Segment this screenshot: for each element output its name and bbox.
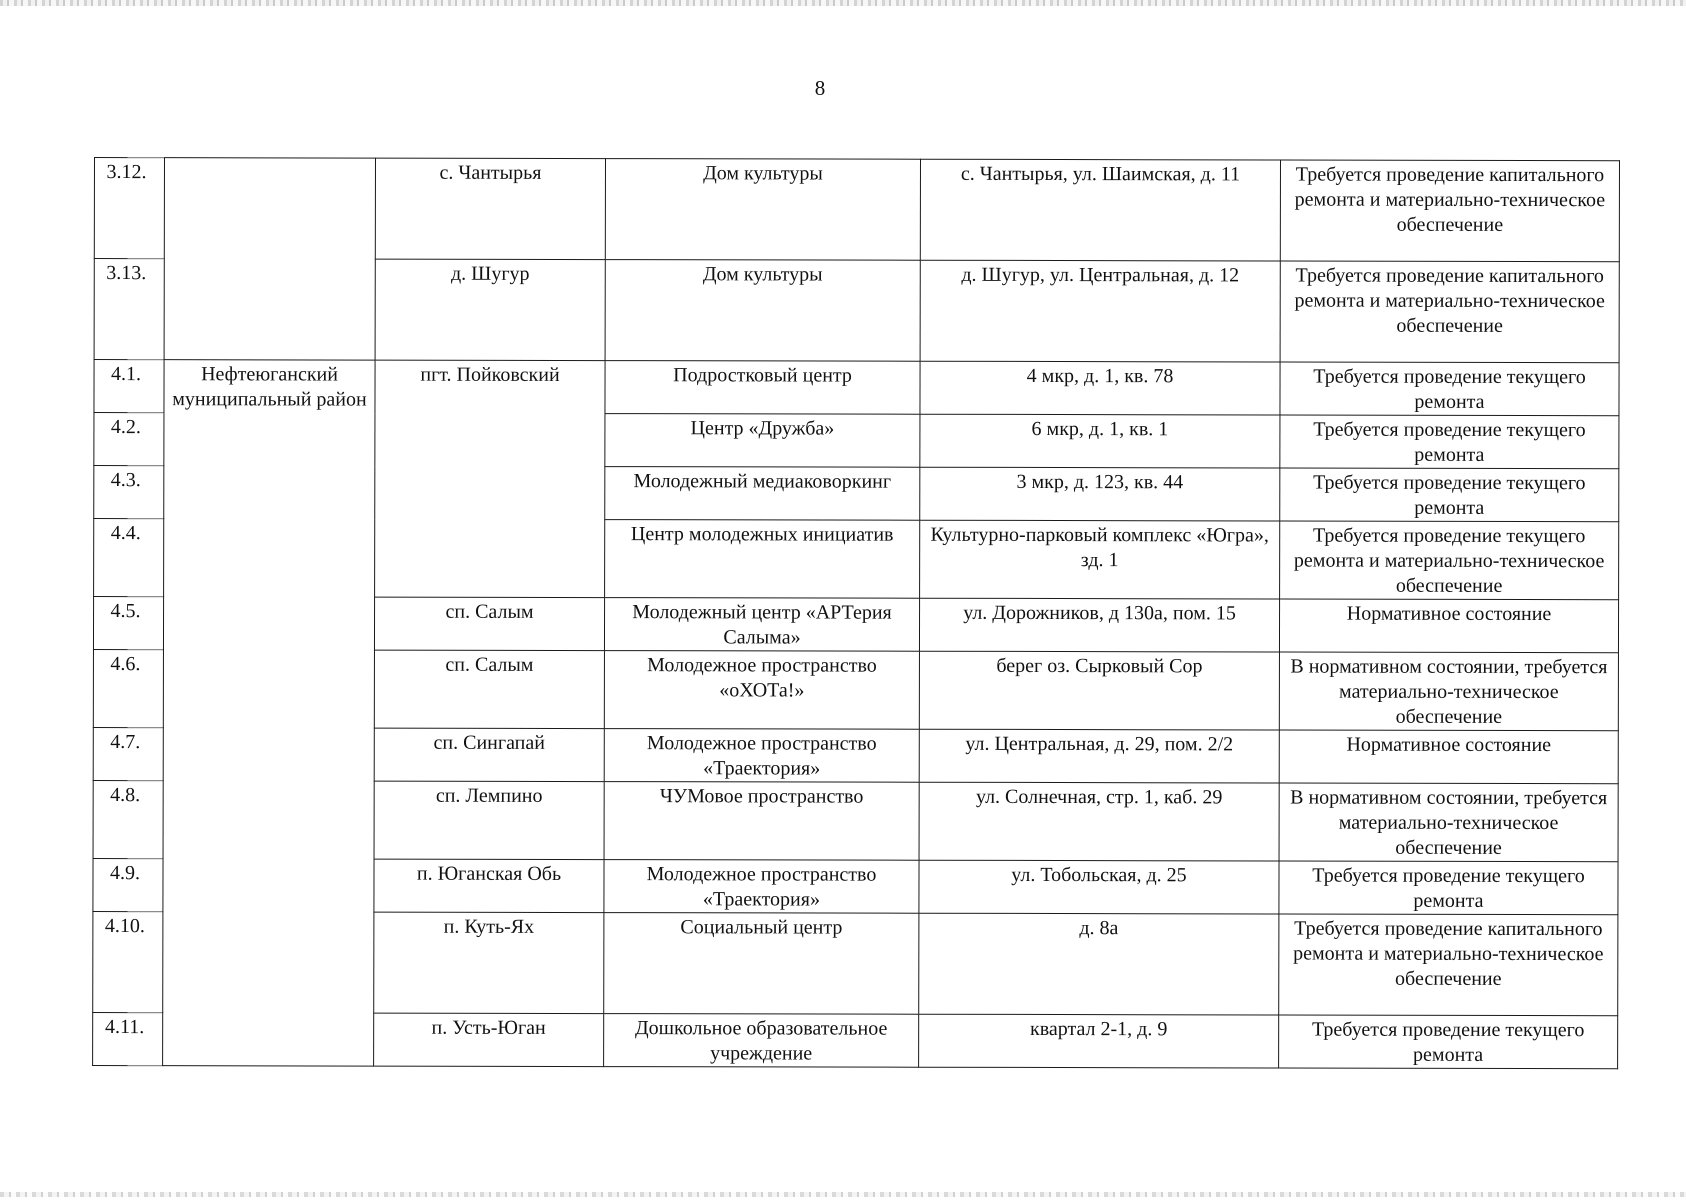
address-cell: 6 мкр, д. 1, кв. 1 (920, 414, 1280, 468)
district-cell: Нефтеюганский муниципальный район (163, 360, 375, 1066)
status-cell: Требуется проведение текущего ремонта (1279, 861, 1618, 915)
scan-edge-top (0, 0, 1686, 6)
row-number: 4.6. (93, 649, 163, 727)
object-cell: Молодежное пространство «Траектория» (604, 860, 919, 914)
row-number: 4.5. (93, 597, 163, 650)
object-cell: Дом культуры (605, 260, 920, 362)
scan-edge-bottom (0, 1192, 1686, 1197)
object-cell: Молодежное пространство «оХОТа!» (604, 651, 919, 730)
address-cell: берег оз. Сырковый Сор (919, 651, 1279, 730)
row-number: 4.11. (93, 1012, 163, 1065)
object-cell: ЧУМовое пространство (604, 782, 919, 861)
row-number: 4.8. (93, 780, 163, 858)
status-cell: Требуется проведение текущего ремонта (1279, 1015, 1618, 1069)
address-cell: 4 мкр, д. 1, кв. 78 (920, 361, 1280, 415)
object-cell: Центр молодежных инициатив (605, 520, 920, 599)
settlement-cell: с. Чантырья (375, 158, 605, 259)
status-cell: Нормативное состояние (1279, 599, 1618, 653)
address-cell: с. Чантырья, ул. Шаимская, д. 11 (920, 159, 1280, 261)
address-cell: квартал 2-1, д. 9 (919, 1014, 1279, 1068)
facilities-table (92, 157, 1620, 1069)
object-cell: Молодежный центр «АРТерия Салыма» (604, 598, 919, 652)
address-cell: д. Шугур, ул. Центральная, д. 12 (920, 260, 1280, 362)
status-cell: Требуется проведение текущего ремонта (1280, 468, 1619, 522)
settlement-cell: п. Усть-Юган (374, 1013, 604, 1066)
page-number: 8 (814, 76, 826, 100)
row-number: 4.3. (94, 466, 164, 519)
object-cell: Молодежный медиаковоркинг (605, 467, 920, 521)
status-cell: В нормативном состоянии, требуется материально-техническое обеспечение (1279, 652, 1618, 731)
settlement-cell: п. Юганская Обь (374, 859, 604, 912)
settlement-cell: д. Шугур (375, 259, 605, 360)
address-cell: ул. Центральная, д. 29, пом. 2/2 (919, 729, 1279, 783)
object-cell: Социальный центр (604, 913, 919, 1015)
status-cell: Нормативное состояние (1279, 730, 1618, 784)
status-cell: Требуется проведение капитального ремонта и материально-техническое обеспечение (1280, 160, 1619, 262)
address-cell: ул. Тобольская, д. 25 (919, 860, 1279, 914)
status-cell: Требуется проведение текущего ремонта и материально-техническое обеспечение (1280, 521, 1619, 600)
status-cell: Требуется проведение текущего ремонта (1280, 362, 1619, 416)
status-cell: В нормативном состоянии, требуется материально-техническое обеспечение (1279, 783, 1618, 862)
object-cell: Дом культуры (605, 159, 920, 261)
status-cell: Требуется проведение капитального ремонта и материально-техническое обеспечение (1279, 914, 1618, 1016)
status-cell: Требуется проведение текущего ремонта (1280, 415, 1619, 469)
object-cell: Дошкольное образовательное учреждение (604, 1014, 919, 1068)
object-cell: Подростковый центр (605, 361, 920, 415)
address-cell: 3 мкр, д. 123, кв. 44 (920, 467, 1280, 521)
status-cell: Требуется проведение капитального ремонта и материально-техническое обеспечение (1280, 261, 1619, 363)
row-number: 4.7. (93, 727, 163, 780)
address-cell: Культурно-парковый комплекс «Югра», зд. 1 (920, 520, 1280, 599)
table-row (94, 360, 1619, 416)
row-number: 3.13. (94, 259, 164, 360)
district-cell-empty (164, 158, 375, 360)
row-number: 4.9. (93, 858, 163, 911)
object-cell: Молодежное пространство «Траектория» (604, 729, 919, 783)
settlement-cell: сп. Салым (374, 650, 604, 728)
settlement-cell: п. Куть-Ях (374, 912, 604, 1013)
settlement-cell: сп. Сингапай (374, 728, 604, 781)
row-number: 4.4. (94, 519, 164, 597)
object-cell: Центр «Дружба» (605, 414, 920, 468)
settlement-cell: сп. Салым (374, 597, 604, 650)
address-cell: ул. Солнечная, стр. 1, каб. 29 (919, 782, 1279, 861)
address-cell: д. 8а (919, 913, 1279, 1015)
row-number: 3.12. (94, 158, 164, 259)
row-number: 4.2. (94, 413, 164, 466)
settlement-cell: пгт. Пойковский (375, 360, 605, 597)
table-row (94, 158, 1619, 262)
row-number: 4.1. (94, 360, 164, 413)
address-cell: ул. Дорожников, д 130а, пом. 15 (919, 598, 1279, 652)
settlement-cell: сп. Лемпино (374, 781, 604, 859)
row-number: 4.10. (93, 911, 163, 1012)
